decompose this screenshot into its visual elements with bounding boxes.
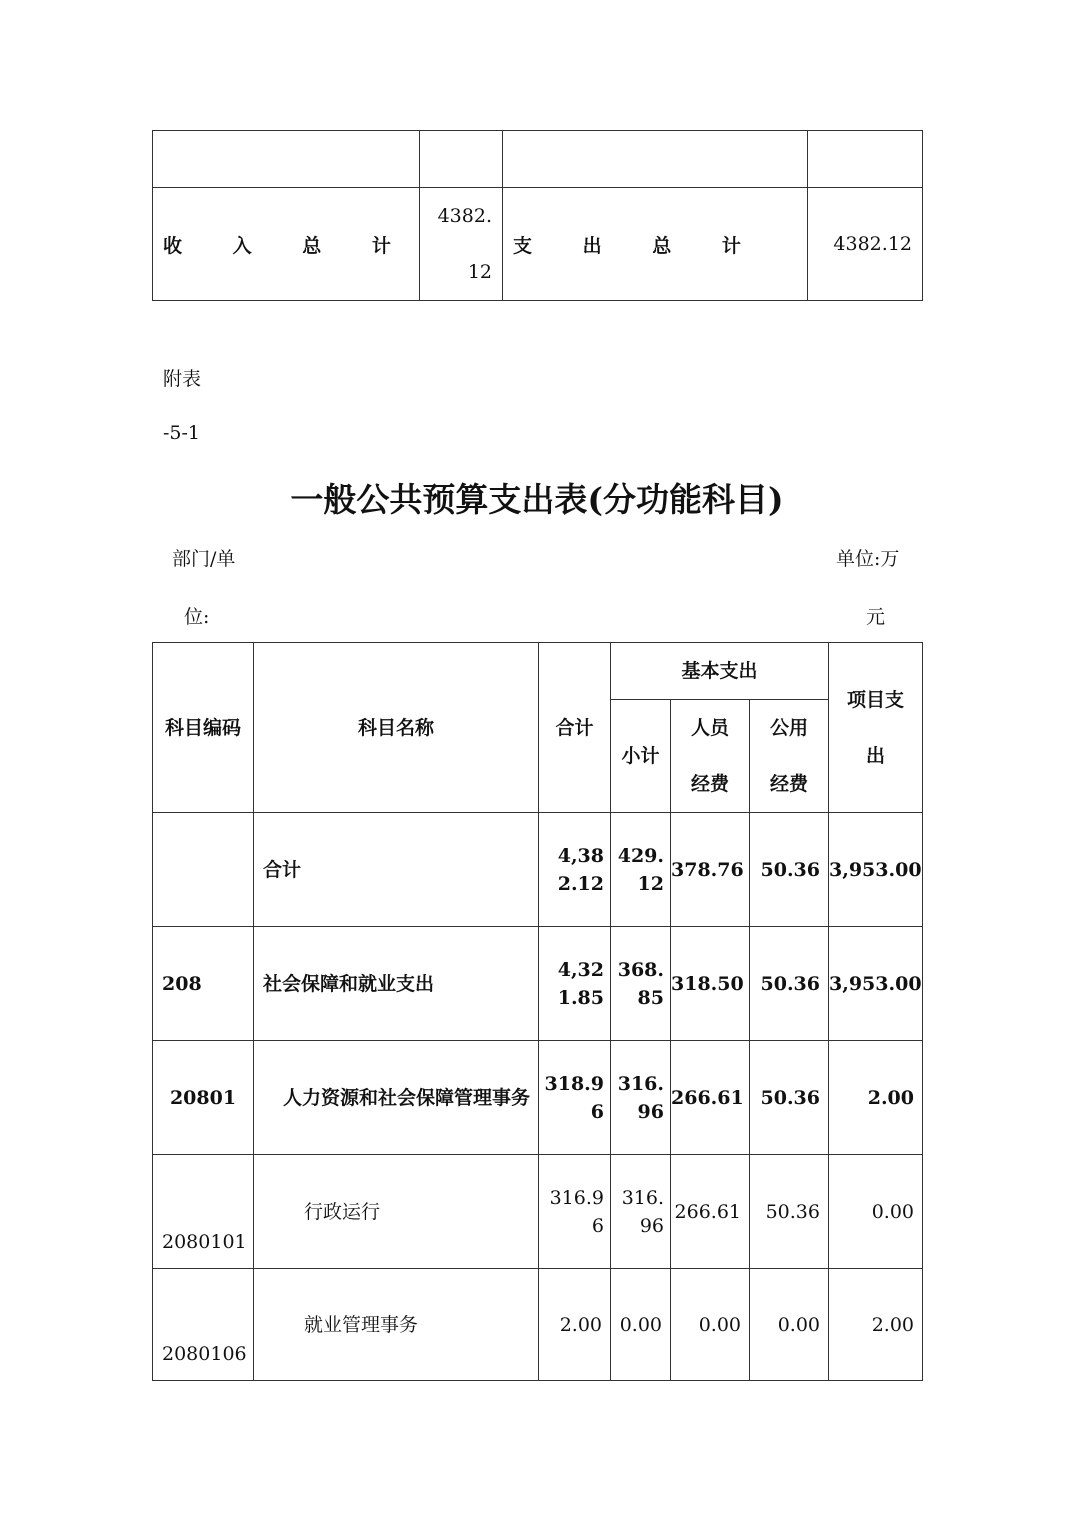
unit-label-line1: 单位:万 bbox=[836, 548, 900, 570]
row-public: 50.36 bbox=[750, 1041, 829, 1155]
row-project: 2.00 bbox=[829, 1041, 923, 1155]
row-project: 3,953.00 bbox=[829, 813, 923, 927]
row-subtotal: 0.00 bbox=[611, 1269, 671, 1381]
page-title: 一般公共预算支出表(分功能科目) bbox=[290, 480, 784, 519]
table-row bbox=[153, 927, 923, 1041]
header-name: 科目名称 bbox=[254, 643, 539, 813]
row-project: 3,953.00 bbox=[829, 927, 923, 1041]
row-name: 人力资源和社会保障管理事务 bbox=[254, 1041, 539, 1155]
header-subtotal: 小计 bbox=[611, 700, 671, 813]
row-total: 4,382.12 bbox=[539, 813, 611, 927]
row-personnel: 266.61 bbox=[671, 1041, 750, 1155]
row-personnel: 318.50 bbox=[671, 927, 750, 1041]
row-name: 行政运行 bbox=[254, 1155, 539, 1269]
row-public: 50.36 bbox=[750, 927, 829, 1041]
department-label-line1: 部门/单 bbox=[172, 548, 236, 570]
income-total-label: 收 入 总 计 bbox=[153, 188, 420, 301]
row-public: 0.00 bbox=[750, 1269, 829, 1381]
unit-label-line2: 元 bbox=[866, 606, 886, 628]
row-total: 316.96 bbox=[539, 1155, 611, 1269]
row-name: 就业管理事务 bbox=[254, 1269, 539, 1381]
table-row bbox=[153, 1269, 923, 1381]
table-row bbox=[153, 813, 923, 927]
row-code: 20801 bbox=[153, 1041, 254, 1155]
expense-total-value: 4382.12 bbox=[808, 188, 923, 301]
header-public: 公用经费 bbox=[750, 700, 829, 813]
table-row bbox=[153, 1155, 923, 1269]
row-public: 50.36 bbox=[750, 1155, 829, 1269]
summary-table bbox=[152, 130, 923, 301]
department-label-line2: 位: bbox=[184, 606, 210, 628]
row-personnel: 0.00 bbox=[671, 1269, 750, 1381]
row-name: 社会保障和就业支出 bbox=[254, 927, 539, 1041]
row-personnel: 378.76 bbox=[671, 813, 750, 927]
row-name: 合计 bbox=[254, 813, 539, 927]
row-code: 2080106 bbox=[153, 1269, 254, 1381]
row-code: 208 bbox=[153, 927, 254, 1041]
summary-empty-row bbox=[153, 131, 923, 188]
row-subtotal: 316.96 bbox=[611, 1155, 671, 1269]
row-total: 318.96 bbox=[539, 1041, 611, 1155]
header-row-1 bbox=[153, 643, 923, 700]
summary-total-row bbox=[153, 188, 923, 301]
row-total: 4,321.85 bbox=[539, 927, 611, 1041]
row-public: 50.36 bbox=[750, 813, 829, 927]
header-personnel: 人员经费 bbox=[671, 700, 750, 813]
header-project: 项目支出 bbox=[829, 643, 923, 813]
row-project: 0.00 bbox=[829, 1155, 923, 1269]
row-total: 2.00 bbox=[539, 1269, 611, 1381]
expenditure-table bbox=[152, 642, 923, 1381]
expense-total-label: 支 出 总 计 bbox=[503, 188, 808, 301]
header-basic: 基本支出 bbox=[611, 643, 829, 700]
table-row bbox=[153, 1041, 923, 1155]
row-subtotal: 429.12 bbox=[611, 813, 671, 927]
attachment-label: 附表 bbox=[163, 368, 202, 390]
row-personnel: 266.61 bbox=[671, 1155, 750, 1269]
row-code: 2080101 bbox=[153, 1155, 254, 1269]
row-subtotal: 368.85 bbox=[611, 927, 671, 1041]
header-total: 合计 bbox=[539, 643, 611, 813]
row-project: 2.00 bbox=[829, 1269, 923, 1381]
income-total-value: 4382.12 bbox=[437, 205, 492, 283]
header-code: 科目编码 bbox=[153, 643, 254, 813]
row-code bbox=[153, 813, 254, 927]
attachment-number: -5-1 bbox=[163, 422, 201, 444]
row-subtotal: 316.96 bbox=[611, 1041, 671, 1155]
